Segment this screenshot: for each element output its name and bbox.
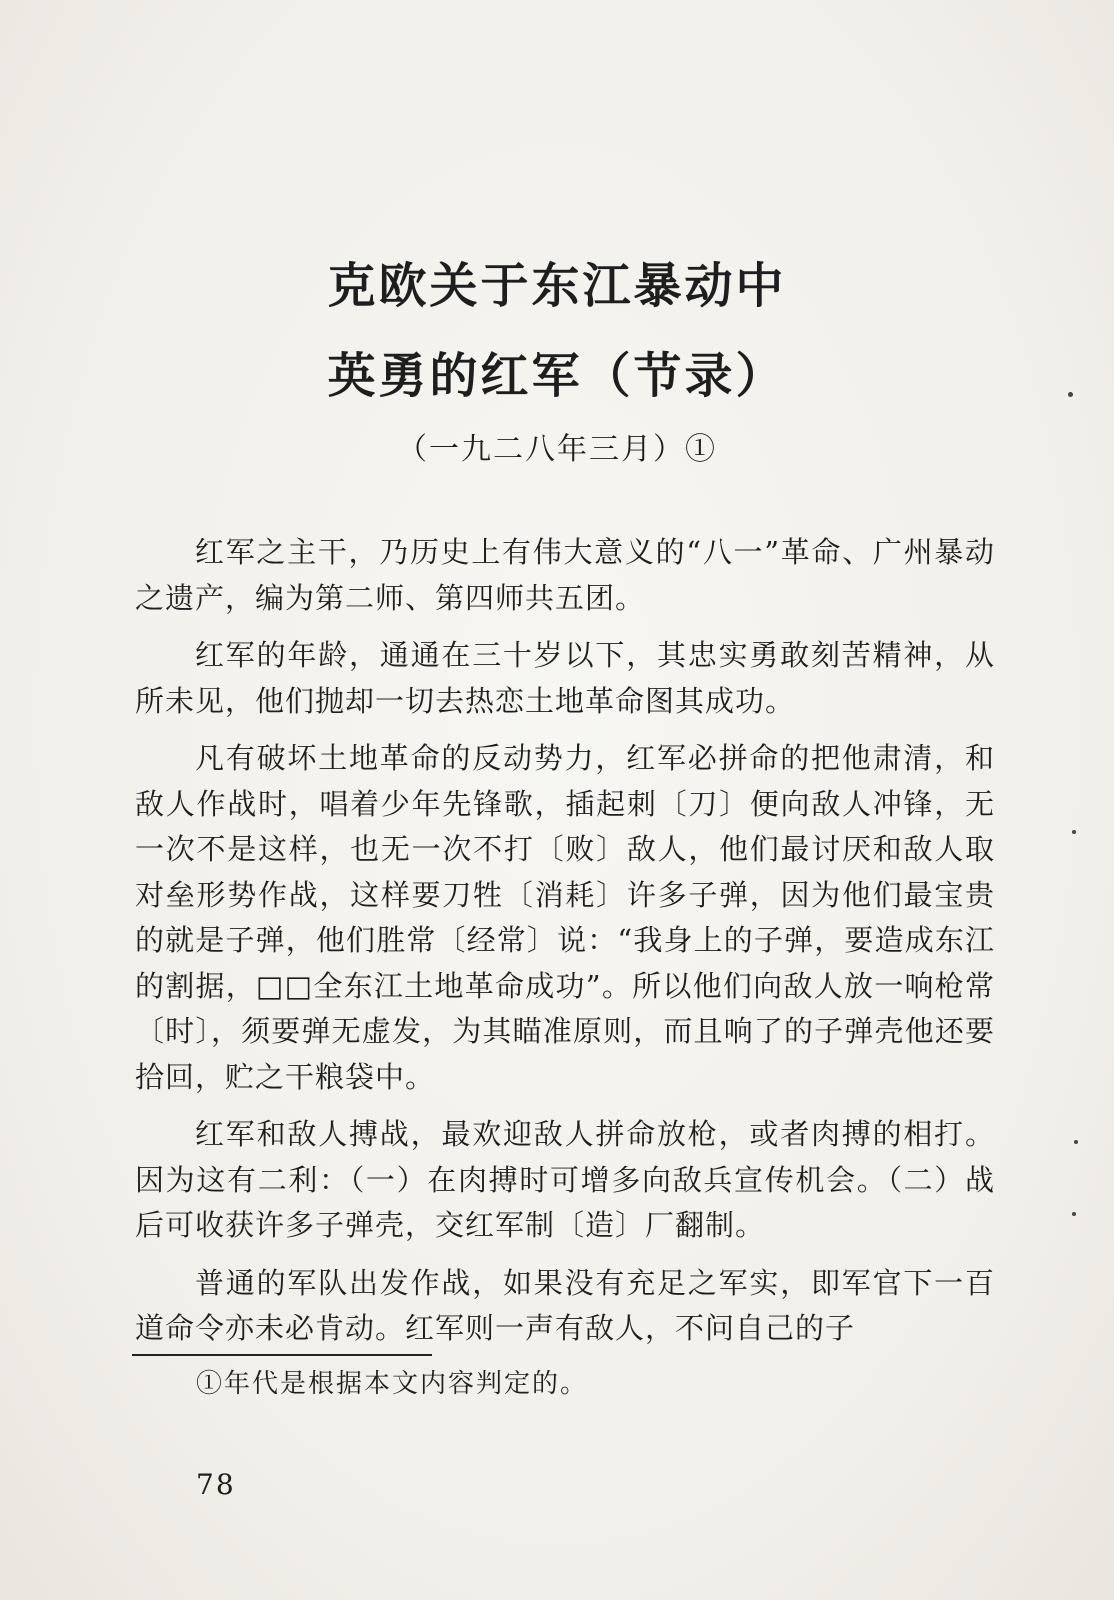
date-line: （一九二八年三月）① xyxy=(397,432,717,467)
scan-speck xyxy=(1074,1140,1078,1144)
scan-speck xyxy=(1072,830,1076,834)
title-line-2: 英勇的红军（节录） xyxy=(327,348,787,404)
page-number: 78 xyxy=(196,1468,236,1501)
footnote: ①年代是根据本文内容判定的。 xyxy=(196,1369,589,1399)
paragraph-4: 红军和敌人搏战，最欢迎敌人拼命放枪，或者肉搏的相打。因为这有二利：（一）在肉搏时可增多向敌兵宣传机会。（二）战后可收获许多子弹壳，交红军制〔造〕厂翻制。 xyxy=(135,1117,995,1242)
paragraph-2: 红军的年龄，通通在三十岁以下，其忠实勇敢刻苦精神，从所未见，他们抛却一切去热恋土地革命图其成功。 xyxy=(135,638,995,718)
paragraph-5: 普通的军队出发作战，如果没有充足之军实，即军官下一百道命令亦未必肯动。红军则一声有敌人，不问自己的子 xyxy=(135,1265,995,1345)
title-line-1: 克欧关于东江暴动中 xyxy=(327,258,787,314)
paragraph-3: 凡有破坏土地革命的反动势力，红军必拼命的把他肃清，和敌人作战时，唱着少年先锋歌，插起刺〔刀〕便向敌人冲锋，无一次不是这样，也无一次不打〔败〕敌人，他们最讨厌和敌人取对垒形势作战，这样要刀牲〔消耗〕许多子弹，因为他们最宝贵的就是子弹，他们胜常〔经常〕说：“我身上的子弹，要造成东江的割据，□□全东江土地革命成功”。所以他们向敌人放一响枪常〔时〕，须要弹无虚发，为其瞄准原则，而且响了的子弹壳他还要拾回，贮之干粮袋中。 xyxy=(135,741,995,1094)
scan-speck xyxy=(1068,392,1073,397)
paragraph-1: 红军之主干，乃历史上有伟大意义的“八一”革命、广州暴动之遗产，编为第二师、第四师共五团。 xyxy=(135,535,995,615)
scan-speck xyxy=(1072,1212,1076,1216)
footnote-divider xyxy=(132,1354,432,1356)
body-text xyxy=(135,530,995,1364)
